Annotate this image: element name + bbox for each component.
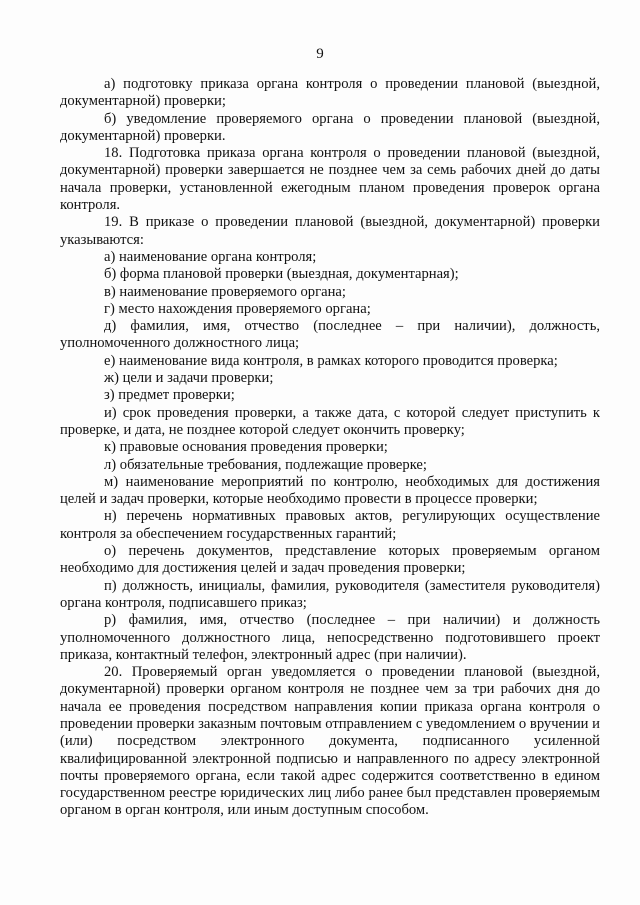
list-item-a: а) наименование органа контроля; xyxy=(104,248,317,265)
paragraph-18: 18. Подготовка приказа органа контроля о проведении плановой (выездной, документарной) проверки завершается не позднее чем за семь рабочих дней до даты начала проверки, установленной ежегодным планом проведения проверок органа контроля. xyxy=(60,145,600,214)
paragraph-a-prep: а) подготовку приказа органа контроля о проведении плановой (выездной, документарной) проверки; xyxy=(60,76,600,110)
paragraph-b-notice: б) уведомление проверяемого органа о проведении плановой (выездной, документарной) проверки. xyxy=(60,110,600,144)
list-item-o: о) перечень документов, представление которых проверяемым органом необходимо для достижения целей и задач проведения проверки; xyxy=(60,543,600,577)
list-item-zh: ж) цели и задачи проверки; xyxy=(104,370,274,387)
paragraph-20: 20. Проверяемый орган уведомляется о проведении плановой (выездной, документарной) проверки органом контроля не позднее чем за три рабочих дня до начала ее проведения посредством направления копии приказа органа контроля о проведении проверки заказным почтовым отправлением с уведомлением о вручении и (или) посредством электронного документа, подписанного усиленной квалифицированной электронной подписью и направленного по адресу электронной почты проверяемого органа, если такой адрес содержится соответственно в едином государственном реестре юридических лиц либо ранее был представлен проверяемым органом в орган контроля, или иным доступным способом. xyxy=(60,664,600,819)
list-item-m: м) наименование мероприятий по контролю, необходимых для достижения целей и задач проверки, которые необходимо провести в процессе проверки; xyxy=(60,473,600,508)
list-item-e: е) наименование вида контроля, в рамках которого проводится проверка; xyxy=(104,352,558,369)
list-item-b: б) форма плановой проверки (выездная, документарная); xyxy=(104,266,459,283)
list-item-r: р) фамилия, имя, отчество (последнее – при наличии) и должность уполномоченного должностного лица, непосредственно подготовившего проект приказа, контактный телефон, электронный адрес (при наличии). xyxy=(60,612,600,663)
page-number: 9 xyxy=(316,46,324,62)
list-item-k: к) правовые основания проведения проверки; xyxy=(104,439,388,456)
list-item-n: н) перечень нормативных правовых актов, регулирующих осуществление контроля за обеспечением государственных гарантий; xyxy=(60,508,600,542)
document-body xyxy=(60,76,600,820)
list-item-z: з) предмет проверки; xyxy=(104,387,235,404)
list-item-l: л) обязательные требования, подлежащие проверке; xyxy=(104,456,427,473)
list-item-v: в) наименование проверяемого органа; xyxy=(104,283,346,300)
list-item-p: п) должность, инициалы, фамилия, руководителя (заместителя руководителя) органа контроля, подписавшего приказ; xyxy=(60,577,600,611)
paragraph-19: 19. В приказе о проведении плановой (выездной, документарной) проверки указываются: xyxy=(60,214,600,248)
list-item-d: д) фамилия, имя, отчество (последнее – при наличии), должность, уполномоченного должностного лица; xyxy=(60,318,600,352)
list-item-g: г) место нахождения проверяемого органа; xyxy=(104,300,371,317)
list-item-i: и) срок проведения проверки, а также дата, с которой следует приступить к проверке, и дата, не позднее которой следует окончить проверку; xyxy=(60,404,600,438)
